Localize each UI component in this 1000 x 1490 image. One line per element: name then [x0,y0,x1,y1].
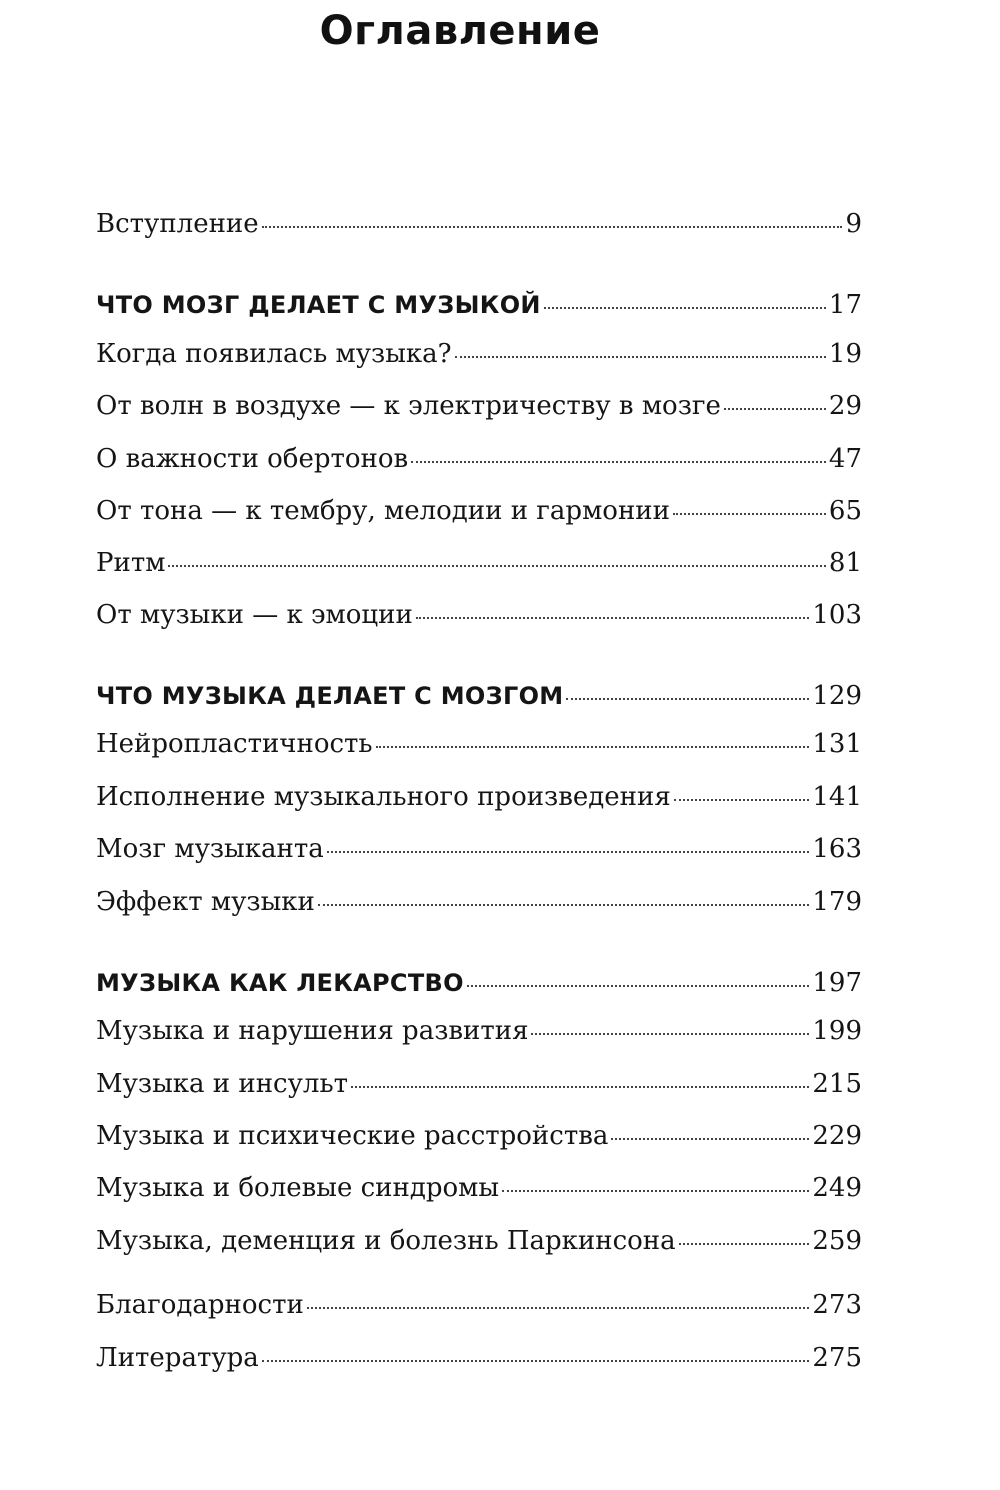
toc-section-heading[interactable] [96,283,862,327]
page-title: Оглавление [319,8,601,54]
toc-entry[interactable] [96,384,862,428]
toc-entry[interactable] [96,775,862,819]
toc-page-number: 141 [812,782,862,812]
toc-entry-label: Благодарности [96,1290,304,1320]
dot-leader [351,1086,809,1088]
toc-section-label: МУЗЫКА КАК ЛЕКАРСТВО [96,969,464,997]
toc-entry-label: Вступление [96,209,259,239]
toc-entry[interactable] [96,593,862,637]
toc-section-heading[interactable] [96,674,862,718]
toc-entry-label: Музыка, деменция и болезнь Паркинсона [96,1226,676,1256]
toc-entry[interactable] [96,1009,862,1053]
toc-entry-label: Музыка и нарушения развития [96,1016,529,1046]
toc-entry[interactable] [96,1166,862,1210]
toc-entry-label: Когда появилась музыка? [96,339,452,369]
toc-section-heading[interactable] [96,961,862,1005]
toc-page-number: 19 [828,339,862,369]
toc-entry-label: Музыка и психические расстройства [96,1121,609,1151]
toc-page-number: 249 [812,1173,862,1203]
toc-page-number: 275 [812,1343,862,1373]
toc-entry[interactable] [96,1114,862,1158]
toc-page-number: 129 [812,681,862,711]
dot-leader [376,746,810,748]
toc-page-number: 197 [812,968,862,998]
dot-leader [674,799,810,801]
dot-leader [168,565,825,567]
toc-entry-label: Эффект музыки [96,887,315,917]
toc-entry[interactable] [96,489,862,533]
dot-leader [455,356,826,358]
toc-entry-label: О важности обертонов [96,444,409,474]
toc-page-number: 273 [812,1290,862,1320]
toc-entry[interactable] [96,880,862,924]
dot-leader [411,461,826,463]
toc-page-number: 229 [812,1121,862,1151]
toc-page-number: 65 [828,496,862,526]
toc-page-number: 103 [812,600,862,630]
toc-page-number: 199 [812,1016,862,1046]
dot-leader [566,698,809,700]
toc-page-number: 215 [812,1069,862,1099]
dot-leader [531,1033,809,1035]
toc-page-number: 9 [845,209,862,239]
toc-entry-label: Исполнение музыкального произведения [96,782,671,812]
dot-leader [724,408,826,410]
toc-entry[interactable] [96,722,862,766]
toc-entry-label: Литература [96,1343,259,1373]
toc-entry-label: От волн в воздухе — к электричеству в мозге [96,391,721,421]
toc-page-number: 179 [812,887,862,917]
dot-leader [262,1360,810,1362]
toc-entry-label: Музыка и инсульт [96,1069,348,1099]
toc-page-number: 131 [812,729,862,759]
toc-entry-references[interactable] [96,1336,862,1380]
toc-entry[interactable] [96,1062,862,1106]
dot-leader [679,1243,810,1245]
toc-entry-label: Ритм [96,548,166,578]
dot-leader [544,307,826,309]
dot-leader [307,1307,810,1309]
toc-entry-introduction[interactable] [96,202,862,246]
toc-page-number: 163 [812,834,862,864]
toc-entry-label: От тона — к тембру, мелодии и гармонии [96,496,670,526]
toc-page-number: 17 [828,290,862,320]
toc-entry[interactable] [96,827,862,871]
toc-entry[interactable] [96,541,862,585]
toc-entry-label: Мозг музыканта [96,834,324,864]
toc-entry[interactable] [96,1219,862,1263]
toc-page-number: 47 [828,444,862,474]
dot-leader [318,904,810,906]
toc-section-label: ЧТО МОЗГ ДЕЛАЕТ С МУЗЫКОЙ [96,291,541,319]
toc-entry-label: От музыки — к эмоции [96,600,413,630]
toc-entry[interactable] [96,437,862,481]
dot-leader [673,513,826,515]
dot-leader [416,617,810,619]
dot-leader [467,985,810,987]
toc-entry[interactable] [96,332,862,376]
toc-page-number: 259 [812,1226,862,1256]
toc-page-number: 81 [828,548,862,578]
dot-leader [502,1190,809,1192]
toc-entry-label: Музыка и болевые синдромы [96,1173,500,1203]
dot-leader [262,226,843,228]
dot-leader [327,851,810,853]
toc-section-label: ЧТО МУЗЫКА ДЕЛАЕТ С МОЗГОМ [96,682,564,710]
toc-page-number: 29 [828,391,862,421]
toc-entry-label: Нейропластичность [96,729,373,759]
dot-leader [611,1138,809,1140]
toc-entry-acknowledgements[interactable] [96,1283,862,1327]
